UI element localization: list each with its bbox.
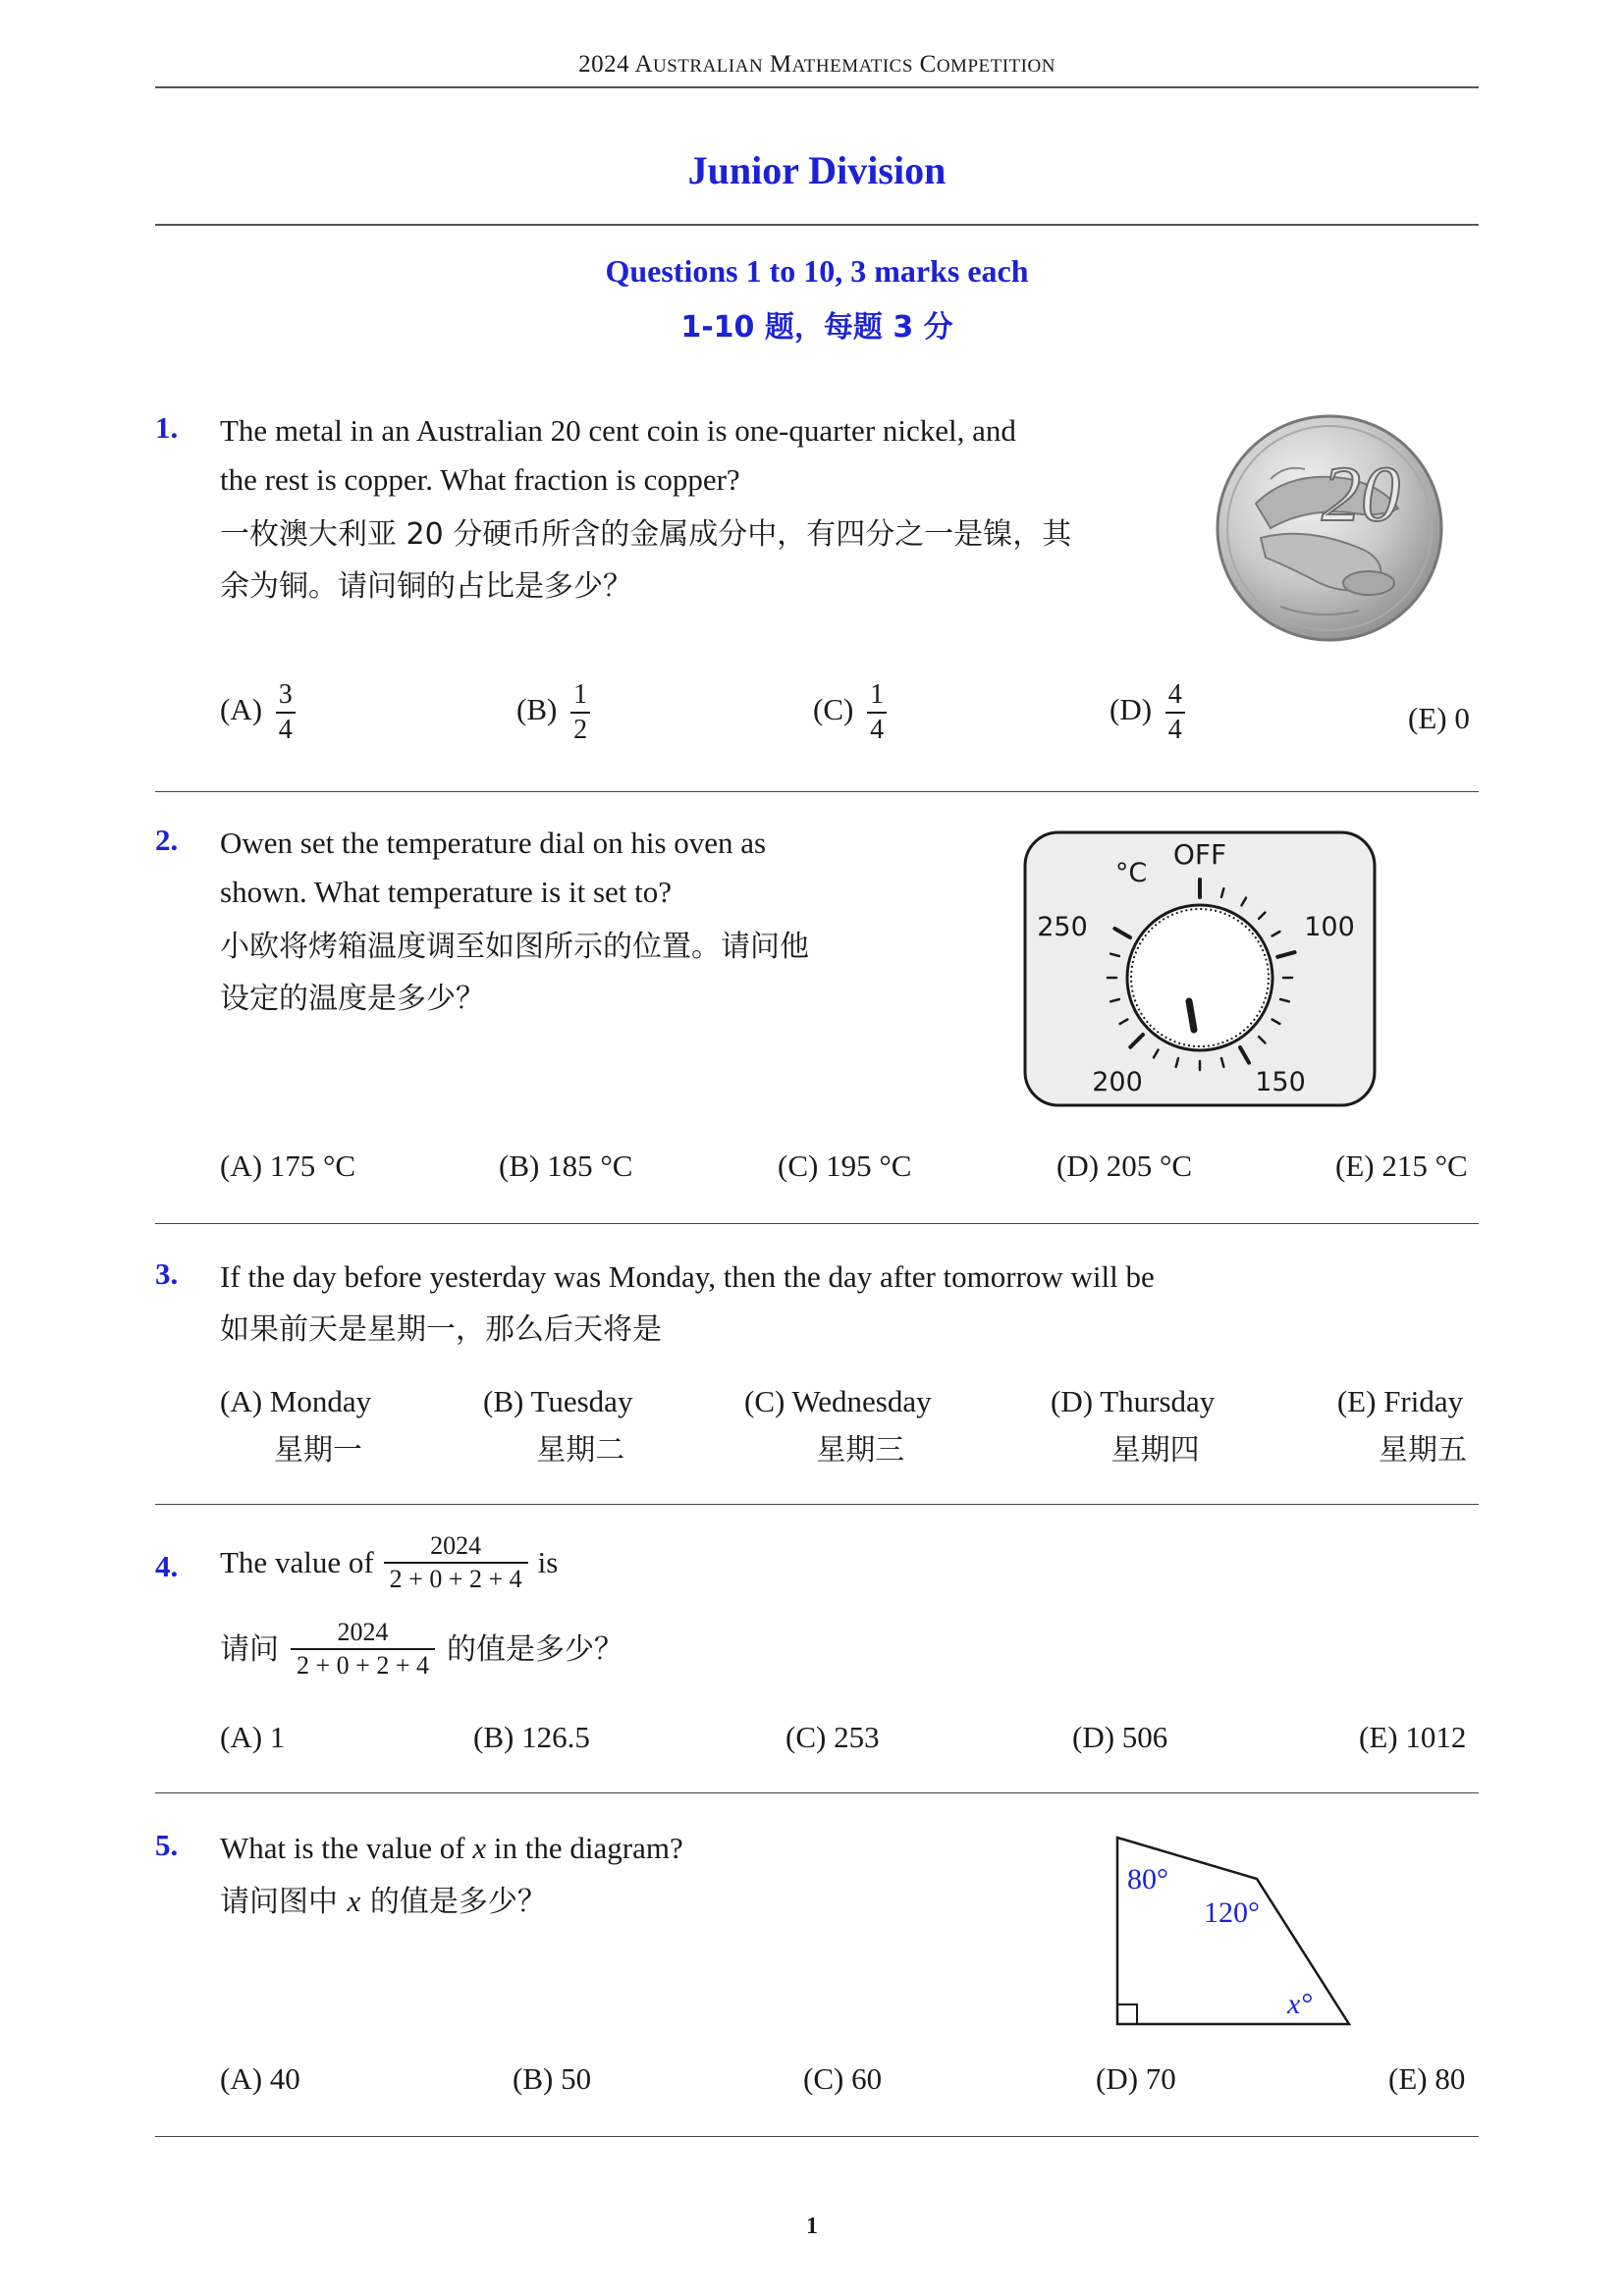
option-d[interactable]: (D) $\frac{4}{4}$ <box>1110 681 1185 744</box>
fraction: $\frac{1}{2}$ <box>570 681 590 744</box>
option-c[interactable]: (C) 195 °C <box>778 1148 912 1183</box>
question-3-text: If the day before yesterday was Monday, then the day after tomorrow will be <box>220 1259 1155 1294</box>
coin-image <box>1212 410 1447 646</box>
option-a[interactable]: (A) $\frac{3}{4}$ <box>220 681 296 744</box>
oven-dial-diagram <box>1023 830 1379 1109</box>
question-number: 3. <box>155 1256 179 1291</box>
option-a[interactable]: (A) 1 <box>220 1720 286 1754</box>
question-5-text: What is the value of x in the diagram? <box>220 1831 683 1865</box>
divider <box>155 1792 1479 1793</box>
question-1-text: The metal in an Australian 20 cent coin is one-quarter nickel, and the rest is copper. What fraction is copper? <box>220 413 1016 497</box>
divider <box>155 224 1479 226</box>
dial-label-unit: °C <box>1114 858 1148 888</box>
division-title: Junior Division <box>687 148 947 192</box>
divider <box>155 2136 1479 2137</box>
option-b[interactable]: (B) Tuesday 星期二 <box>483 1384 633 1468</box>
header-rule <box>155 86 1479 88</box>
option-e[interactable]: (E) 80 <box>1388 2061 1466 2096</box>
running-header: 2024 AUSTRALIAN MATHEMATICS COMPETITION <box>578 51 1056 78</box>
fraction: $\frac{3}{4}$ <box>276 681 296 744</box>
question-4-text-zh: 请问 $\frac{2024}{2 + 0 + 2 + 4}$ 的值是多少？ <box>220 1618 623 1680</box>
option-d[interactable]: (D) 205 °C <box>1056 1148 1193 1183</box>
fraction: $\frac{2024}{2 + 0 + 2 + 4}$ <box>291 1620 435 1679</box>
angle-label-120: 120° <box>1204 1896 1260 1929</box>
angle-label-x: x° <box>1287 1988 1313 2020</box>
option-c[interactable]: (C) Wednesday 星期三 <box>744 1384 932 1468</box>
option-d[interactable]: (D) 506 <box>1072 1720 1168 1754</box>
question-number: 5. <box>155 1828 179 1862</box>
question-2-text-zh: 小欧将烤箱温度调至如图所示的位置。请问他 设定的温度是多少？ <box>220 930 809 1016</box>
option-b[interactable]: (B) 126.5 <box>473 1720 590 1754</box>
option-a[interactable]: (A) 40 <box>220 2061 300 2096</box>
dial-label-250: 250 <box>1037 912 1088 942</box>
dial-label-150: 150 <box>1255 1067 1306 1097</box>
question-4-text: The value of $\frac{2024}{2 + 0 + 2 + 4}$ is <box>220 1531 559 1593</box>
option-c[interactable]: (C) $\frac{1}{4}$ <box>813 681 887 744</box>
page-number: 1 <box>806 2214 818 2239</box>
fraction: $\frac{4}{4}$ <box>1165 681 1185 744</box>
divider <box>155 791 1479 792</box>
divider <box>155 1223 1479 1224</box>
option-e[interactable]: (E) 215 °C <box>1335 1148 1468 1183</box>
dial-label-200: 200 <box>1092 1067 1143 1097</box>
right-angle-mark <box>1117 2004 1137 2024</box>
dial-label-100: 100 <box>1304 912 1355 942</box>
question-number: 2. <box>155 823 179 857</box>
option-d[interactable]: (D) 70 <box>1096 2061 1176 2096</box>
option-c[interactable]: (C) 253 <box>785 1720 880 1754</box>
question-5-text-zh: 请问图中 x 的值是多少？ <box>220 1884 547 1919</box>
section-heading-en: Questions 1 to 10, 3 marks each <box>605 253 1029 289</box>
question-number: 4. <box>155 1549 179 1583</box>
option-b[interactable]: (B) $\frac{1}{2}$ <box>516 681 590 744</box>
running-header-year: 2024 <box>578 51 630 78</box>
section-heading-zh: 1-10 题，每题 3 分 <box>680 310 953 345</box>
question-number: 1. <box>155 410 179 445</box>
dial-pointer <box>1189 1001 1194 1030</box>
option-e[interactable]: (E) 0 <box>1408 701 1470 735</box>
option-a[interactable]: (A) 175 °C <box>220 1148 356 1183</box>
angle-label-80: 80° <box>1127 1863 1168 1896</box>
option-a[interactable]: (A) Monday 星期一 <box>220 1384 372 1468</box>
option-d[interactable]: (D) Thursday 星期四 <box>1051 1384 1216 1468</box>
fraction: $\frac{1}{4}$ <box>867 681 887 744</box>
question-3-text-zh: 如果前天是星期一，那么后天将是 <box>220 1312 662 1347</box>
option-e[interactable]: (E) Friday 星期五 <box>1336 1384 1467 1468</box>
coin-label: 20 <box>1322 452 1400 538</box>
divider <box>155 1504 1479 1505</box>
option-b[interactable]: (B) 185 °C <box>499 1148 633 1183</box>
dial-label-off: OFF <box>1172 838 1227 871</box>
quadrilateral-diagram <box>1108 1828 1363 2034</box>
question-2-text: Owen set the temperature dial on his oven as shown. What temperature is it set to? <box>220 826 767 909</box>
option-c[interactable]: (C) 60 <box>803 2061 883 2096</box>
option-e[interactable]: (E) 1012 <box>1359 1720 1467 1754</box>
fraction: $\frac{2024}{2 + 0 + 2 + 4}$ <box>384 1533 528 1592</box>
option-b[interactable]: (B) 50 <box>513 2061 592 2096</box>
question-1-text-zh: 一枚澳大利亚 20 分硬币所含的金属成分中，有四分之一是镍，其 余为铜。请问铜的占比是多少？ <box>220 517 1072 604</box>
